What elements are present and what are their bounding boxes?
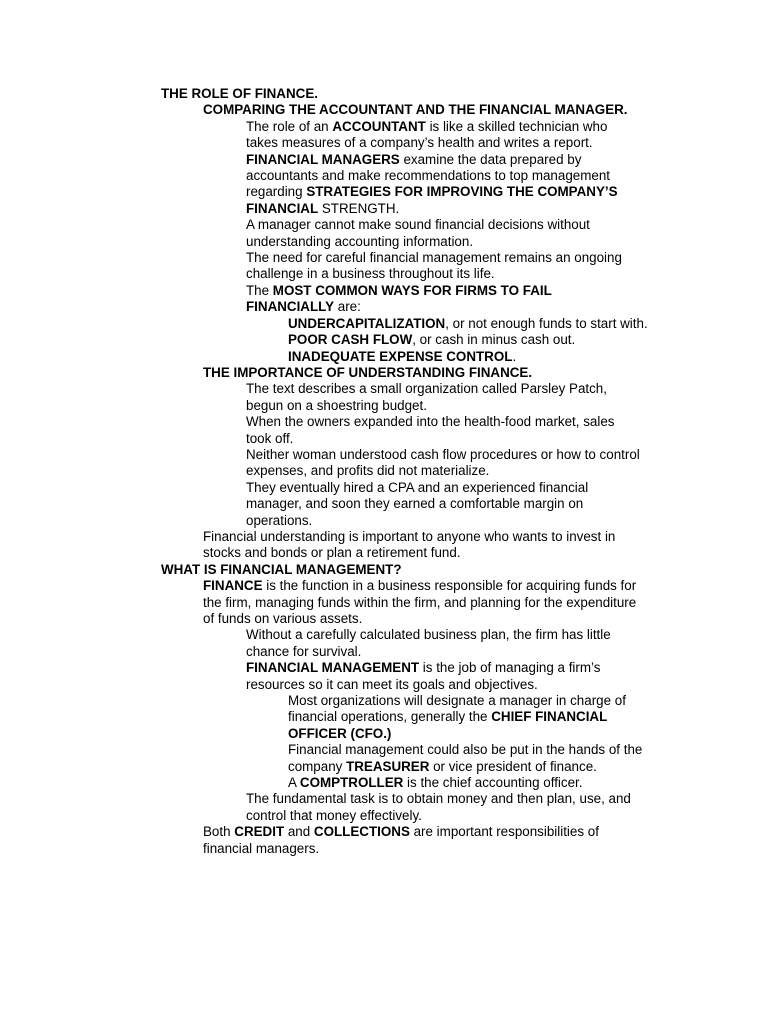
- bold-term: STRATEGIES FOR IMPROVING THE COMPANY’S FINANCIAL: [246, 184, 618, 216]
- bold-term: COMPARING THE ACCOUNTANT AND THE FINANCIAL MANAGER.: [203, 102, 628, 118]
- outline-item-level-2: [0, 365, 643, 381]
- text-run: They eventually hired a CPA and an experienced financial manager, and soon they earned a comfortable margin on operations.: [246, 479, 589, 528]
- outline-text: [161, 86, 318, 101]
- outline-text: [203, 365, 532, 380]
- text-run: A: [288, 775, 300, 791]
- outline-text: [288, 775, 582, 790]
- text-run: .: [512, 348, 517, 364]
- outline-text: [203, 529, 615, 560]
- outline-item-level-4: [0, 316, 653, 332]
- outline-item-level-4: [0, 349, 653, 365]
- bold-term: WHAT IS FINANCIAL MANAGEMENT?: [161, 561, 402, 577]
- outline-text: [246, 414, 614, 445]
- outline-item-level-3: [0, 217, 641, 250]
- text-run: The text describes a small organization called Parsley Patch, begun on a shoestring budget.: [246, 381, 607, 413]
- outline-item-level-3: [0, 447, 641, 480]
- bold-term: FINANCIAL MANAGEMENT: [246, 660, 420, 676]
- outline-item-level-3: [0, 791, 641, 824]
- bold-term: CHIEF FINANCIAL OFFICER (CFO.): [288, 709, 608, 741]
- outline-text: [161, 562, 402, 577]
- outline-text: [246, 791, 631, 822]
- text-run: is like a skilled technician who takes measures of a company’s health and writes a report.: [246, 118, 608, 151]
- text-run: The fundamental task is to obtain money and then plan, use, and control that money effectively.: [246, 791, 631, 823]
- text-run: or vice president of finance.: [429, 758, 597, 774]
- text-run: Financial understanding is important to anyone who wants to invest in stocks and bonds or plan a retirement fund.: [203, 528, 616, 561]
- text-run: and: [284, 824, 314, 840]
- bold-term: UNDERCAPITALIZATION: [288, 315, 446, 331]
- text-run: is the chief accounting officer.: [403, 775, 583, 791]
- outline-item-level-3: [0, 480, 641, 529]
- outline-list: [0, 86, 768, 857]
- outline-text: [288, 349, 516, 364]
- outline-text: [246, 250, 622, 281]
- text-run: is the job of managing a firm’s resources so it can meet its goals and objectives.: [246, 660, 601, 692]
- text-run: is the function in a business responsible for acquiring funds for the firm, managing funds within the firm, and planning for the expenditure of funds on various assets.: [203, 578, 637, 626]
- bold-term: MOST COMMON WAYS FOR FIRMS TO FAIL FINANCIALLY: [246, 282, 552, 315]
- text-run: , or cash in minus cash out.: [412, 332, 576, 348]
- outline-item-level-1: [0, 562, 651, 578]
- outline-item-level-3: [0, 627, 641, 660]
- bold-term: FINANCE: [203, 578, 263, 594]
- outline-item-level-3: [0, 414, 641, 447]
- outline-text: [246, 627, 611, 658]
- text-run: are important responsibilities of financial managers.: [203, 824, 599, 856]
- text-run: A manager cannot make sound financial decisions without understanding accounting information.: [246, 217, 590, 249]
- outline-text: [246, 152, 618, 216]
- outline-text: [203, 578, 636, 626]
- bold-term: FINANCIAL MANAGERS: [246, 151, 400, 167]
- outline-item-level-2: [0, 529, 643, 562]
- outline-item-level-2: [0, 102, 643, 118]
- outline-text: [288, 742, 642, 773]
- outline-item-level-3: [0, 152, 641, 218]
- bold-term: POOR CASH FLOW: [288, 332, 413, 348]
- outline-text: [246, 381, 607, 412]
- outline-text: [246, 119, 607, 150]
- text-run: Without a carefully calculated business plan, the firm has little chance for survival.: [246, 627, 611, 659]
- text-run: The: [246, 282, 273, 298]
- text-run: Most organizations will designate a manager in charge of financial operations, generally the: [288, 693, 626, 725]
- outline-text: [246, 447, 640, 478]
- outline-item-level-3: [0, 283, 641, 316]
- outline-text: [288, 332, 575, 347]
- outline-text: [246, 660, 600, 691]
- outline-item-level-3: [0, 381, 641, 414]
- outline-item-level-1: [0, 86, 651, 102]
- outline-text: [246, 217, 590, 248]
- outline-item-level-2: [0, 578, 643, 627]
- outline-text: [288, 316, 648, 331]
- outline-item-level-3: [0, 660, 641, 693]
- text-run: , or not enough funds to start with.: [445, 315, 648, 331]
- outline-item-level-2: [0, 824, 643, 857]
- bold-term: THE IMPORTANCE OF UNDERSTANDING FINANCE.: [203, 364, 533, 380]
- text-run: examine the data prepared by accountants and make recommendations to top management regarding: [246, 151, 610, 200]
- text-run: When the owners expanded into the health-food market, sales took off.: [246, 414, 615, 446]
- outline-item-level-4: [0, 775, 653, 791]
- text-run: Both: [203, 824, 235, 840]
- text-run: Neither woman understood cash flow procedures or how to control expenses, and profits did not materialize.: [246, 446, 640, 479]
- bold-term: COLLECTIONS: [313, 824, 410, 840]
- bold-term: ACCOUNTANT: [332, 118, 426, 134]
- outline-text: [203, 824, 599, 855]
- outline-text: [288, 693, 626, 741]
- text-run: The need for careful financial management remains an ongoing challenge in a business throughout its life.: [246, 250, 622, 282]
- outline-text: [246, 283, 552, 314]
- bold-term: TREASURER: [346, 758, 430, 774]
- outline-item-level-3: [0, 119, 641, 152]
- outline-item-level-4: [0, 332, 653, 348]
- outline-item-level-4: [0, 693, 653, 742]
- bold-term: THE ROLE OF FINANCE.: [161, 86, 318, 101]
- outline-text: [203, 102, 628, 117]
- text-run: STRENGTH.: [318, 200, 400, 216]
- text-run: Financial management could also be put in the hands of the company: [288, 742, 643, 774]
- bold-term: INADEQUATE EXPENSE CONTROL: [288, 348, 513, 364]
- outline-item-level-3: [0, 250, 641, 283]
- outline-item-level-4: [0, 742, 653, 775]
- bold-term: COMPTROLLER: [299, 775, 404, 791]
- text-run: The role of an: [246, 118, 333, 134]
- outline-text: [246, 480, 588, 528]
- bold-term: CREDIT: [234, 824, 285, 840]
- text-run: are:: [334, 299, 361, 315]
